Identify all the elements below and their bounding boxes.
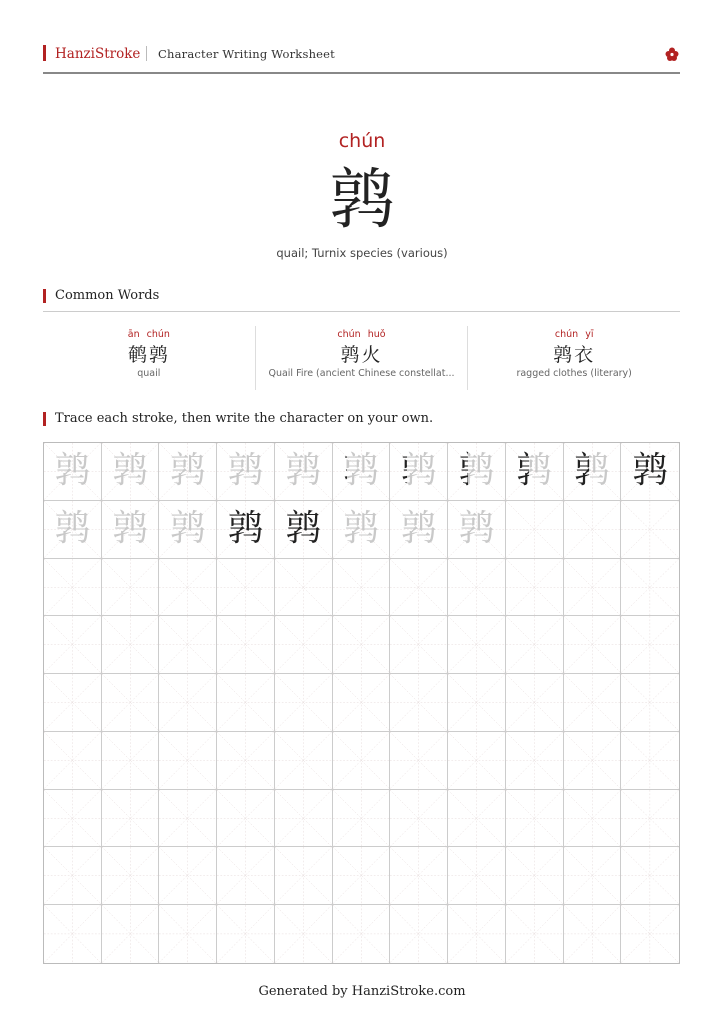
footer-credit: Generated by HanziStroke.com bbox=[258, 984, 466, 999]
practice-cell[interactable] bbox=[102, 790, 160, 848]
practice-cell[interactable] bbox=[333, 905, 391, 963]
practice-cell[interactable] bbox=[506, 732, 564, 790]
practice-cell[interactable] bbox=[159, 847, 217, 905]
practice-cell[interactable] bbox=[44, 847, 102, 905]
practice-glyph: 鹑 bbox=[275, 443, 332, 500]
practice-cell[interactable] bbox=[102, 732, 160, 790]
practice-cell[interactable] bbox=[159, 501, 217, 559]
word-meaning: quail bbox=[137, 368, 161, 379]
word-card bbox=[255, 326, 468, 390]
word-meaning: Quail Fire (ancient Chinese constellat... bbox=[268, 368, 455, 379]
practice-cell[interactable] bbox=[506, 501, 564, 559]
practice-cell[interactable] bbox=[564, 790, 622, 848]
practice-glyph: 鹑 bbox=[342, 508, 379, 550]
practice-cell[interactable] bbox=[102, 847, 160, 905]
practice-cell[interactable] bbox=[621, 790, 679, 848]
practice-cell[interactable] bbox=[333, 559, 391, 617]
practice-cell[interactable] bbox=[275, 559, 333, 617]
practice-cell[interactable] bbox=[333, 790, 391, 848]
practice-cell[interactable] bbox=[217, 732, 275, 790]
practice-cell[interactable] bbox=[102, 501, 160, 559]
practice-glyph: 鹑 bbox=[390, 443, 447, 500]
word-pinyin: chún yī bbox=[554, 329, 594, 340]
practice-cell[interactable] bbox=[44, 501, 102, 559]
practice-cell[interactable] bbox=[102, 443, 160, 501]
practice-cell[interactable] bbox=[275, 905, 333, 963]
practice-cell[interactable] bbox=[448, 443, 506, 501]
practice-cell[interactable] bbox=[333, 674, 391, 732]
practice-cell[interactable] bbox=[564, 732, 622, 790]
main-character: 鹑 bbox=[329, 161, 395, 238]
word-meaning: ragged clothes (literary) bbox=[516, 368, 632, 379]
practice-cell[interactable] bbox=[564, 559, 622, 617]
brand-name[interactable]: HanziStroke bbox=[55, 46, 141, 62]
word-hanzi: 鹑衣 bbox=[553, 344, 596, 366]
practice-cell[interactable] bbox=[159, 732, 217, 790]
practice-cell[interactable] bbox=[564, 905, 622, 963]
practice-cell[interactable] bbox=[217, 616, 275, 674]
practice-cell[interactable] bbox=[333, 616, 391, 674]
practice-cell[interactable] bbox=[448, 501, 506, 559]
word-pinyin: ān chún bbox=[127, 329, 170, 340]
practice-cell[interactable] bbox=[564, 847, 622, 905]
practice-cell[interactable] bbox=[506, 674, 564, 732]
word-card bbox=[43, 326, 255, 390]
word-pinyin: chún huǒ bbox=[337, 329, 386, 340]
practice-cell[interactable] bbox=[390, 905, 448, 963]
practice-cell[interactable] bbox=[621, 905, 679, 963]
practice-cell[interactable] bbox=[102, 616, 160, 674]
practice-cell[interactable] bbox=[159, 674, 217, 732]
practice-glyph: 鹑 bbox=[169, 508, 206, 550]
character-pinyin: chún bbox=[338, 130, 386, 152]
practice-cell[interactable] bbox=[621, 674, 679, 732]
practice-cell[interactable] bbox=[564, 443, 622, 501]
practice-cell[interactable] bbox=[217, 674, 275, 732]
practice-cell[interactable] bbox=[275, 674, 333, 732]
practice-cell[interactable] bbox=[390, 674, 448, 732]
section-accent-bar bbox=[43, 289, 46, 303]
practice-grid bbox=[43, 442, 680, 964]
practice-cell[interactable] bbox=[390, 501, 448, 559]
practice-cell[interactable] bbox=[448, 674, 506, 732]
practice-cell[interactable] bbox=[275, 616, 333, 674]
practice-cell[interactable] bbox=[506, 790, 564, 848]
practice-cell[interactable] bbox=[564, 616, 622, 674]
word-card bbox=[467, 326, 680, 390]
practice-cell[interactable] bbox=[217, 847, 275, 905]
practice-cell[interactable] bbox=[448, 616, 506, 674]
section-accent-bar bbox=[43, 412, 46, 426]
practice-glyph: 鹑 bbox=[400, 508, 437, 550]
practice-cell[interactable] bbox=[390, 443, 448, 501]
practice-cell[interactable] bbox=[44, 674, 102, 732]
practice-cell[interactable] bbox=[506, 616, 564, 674]
worksheet-header bbox=[43, 44, 680, 64]
practice-cell[interactable] bbox=[275, 443, 333, 501]
practice-glyph: 鹑 bbox=[217, 443, 274, 500]
practice-glyph: 鹑 bbox=[564, 443, 621, 500]
practice-cell[interactable] bbox=[390, 847, 448, 905]
flower-icon bbox=[664, 46, 680, 62]
common-words-list bbox=[43, 326, 680, 390]
practice-cell[interactable] bbox=[448, 559, 506, 617]
practice-glyph: 鹑 bbox=[458, 508, 495, 550]
header-divider bbox=[43, 72, 680, 74]
practice-cell[interactable] bbox=[44, 559, 102, 617]
worksheet-subtitle: Character Writing Worksheet bbox=[158, 47, 336, 61]
practice-glyph: 鹑 bbox=[112, 508, 149, 550]
practice-cell[interactable] bbox=[564, 674, 622, 732]
practice-cell[interactable] bbox=[621, 732, 679, 790]
practice-cell[interactable] bbox=[506, 559, 564, 617]
practice-cell[interactable] bbox=[159, 616, 217, 674]
practice-cell[interactable] bbox=[159, 443, 217, 501]
practice-cell[interactable] bbox=[333, 847, 391, 905]
practice-glyph: 鹑 bbox=[632, 450, 669, 492]
practice-cell[interactable] bbox=[621, 443, 679, 501]
practice-cell[interactable] bbox=[333, 732, 391, 790]
practice-cell[interactable] bbox=[217, 443, 275, 501]
section-divider bbox=[43, 311, 680, 312]
word-hanzi: 鹌鹑 bbox=[127, 344, 170, 366]
practice-cell[interactable] bbox=[44, 732, 102, 790]
practice-cell[interactable] bbox=[275, 501, 333, 559]
practice-glyph: 鹑 bbox=[227, 508, 264, 550]
practice-glyph: 鹑 bbox=[159, 443, 216, 500]
practice-glyph: 鹑 bbox=[54, 508, 91, 550]
practice-glyph: 鹑 bbox=[333, 443, 390, 500]
header-separator bbox=[146, 46, 147, 61]
practice-cell[interactable] bbox=[333, 501, 391, 559]
practice-cell[interactable] bbox=[448, 790, 506, 848]
practice-cell[interactable] bbox=[621, 616, 679, 674]
practice-cell[interactable] bbox=[621, 847, 679, 905]
practice-cell[interactable] bbox=[217, 905, 275, 963]
practice-cell[interactable] bbox=[448, 847, 506, 905]
practice-cell[interactable] bbox=[275, 847, 333, 905]
practice-cell[interactable] bbox=[506, 847, 564, 905]
practice-cell[interactable] bbox=[102, 905, 160, 963]
practice-cell[interactable] bbox=[275, 790, 333, 848]
practice-cell[interactable] bbox=[159, 790, 217, 848]
practice-glyph: 鹑 bbox=[285, 508, 322, 550]
practice-instruction: Trace each stroke, then write the character on your own. bbox=[55, 411, 434, 426]
practice-cell[interactable] bbox=[390, 559, 448, 617]
practice-cell[interactable] bbox=[275, 732, 333, 790]
practice-cell[interactable] bbox=[390, 790, 448, 848]
practice-cell[interactable] bbox=[333, 443, 391, 501]
practice-cell[interactable] bbox=[217, 501, 275, 559]
practice-cell[interactable] bbox=[217, 790, 275, 848]
practice-cell[interactable] bbox=[44, 905, 102, 963]
practice-cell[interactable] bbox=[506, 443, 564, 501]
practice-cell[interactable] bbox=[448, 905, 506, 963]
practice-cell[interactable] bbox=[621, 559, 679, 617]
practice-glyph: 鹑 bbox=[102, 443, 159, 500]
practice-cell[interactable] bbox=[159, 559, 217, 617]
practice-glyph: 鹑 bbox=[448, 443, 505, 500]
practice-cell[interactable] bbox=[621, 501, 679, 559]
character-meaning: quail; Turnix species (various) bbox=[276, 246, 448, 260]
practice-cell[interactable] bbox=[564, 501, 622, 559]
practice-cell[interactable] bbox=[44, 616, 102, 674]
practice-cell[interactable] bbox=[448, 732, 506, 790]
practice-glyph: 鹑 bbox=[44, 443, 101, 500]
practice-glyph: 鹑 bbox=[506, 443, 563, 500]
practice-cell[interactable] bbox=[159, 905, 217, 963]
header-accent-bar bbox=[43, 45, 46, 61]
practice-cell[interactable] bbox=[44, 790, 102, 848]
practice-cell[interactable] bbox=[102, 559, 160, 617]
practice-cell[interactable] bbox=[506, 905, 564, 963]
practice-cell[interactable] bbox=[44, 443, 102, 501]
practice-cell[interactable] bbox=[390, 732, 448, 790]
word-hanzi: 鹑火 bbox=[340, 344, 383, 366]
practice-cell[interactable] bbox=[217, 559, 275, 617]
practice-cell[interactable] bbox=[102, 674, 160, 732]
practice-cell[interactable] bbox=[390, 616, 448, 674]
section-title: Common Words bbox=[55, 288, 160, 303]
